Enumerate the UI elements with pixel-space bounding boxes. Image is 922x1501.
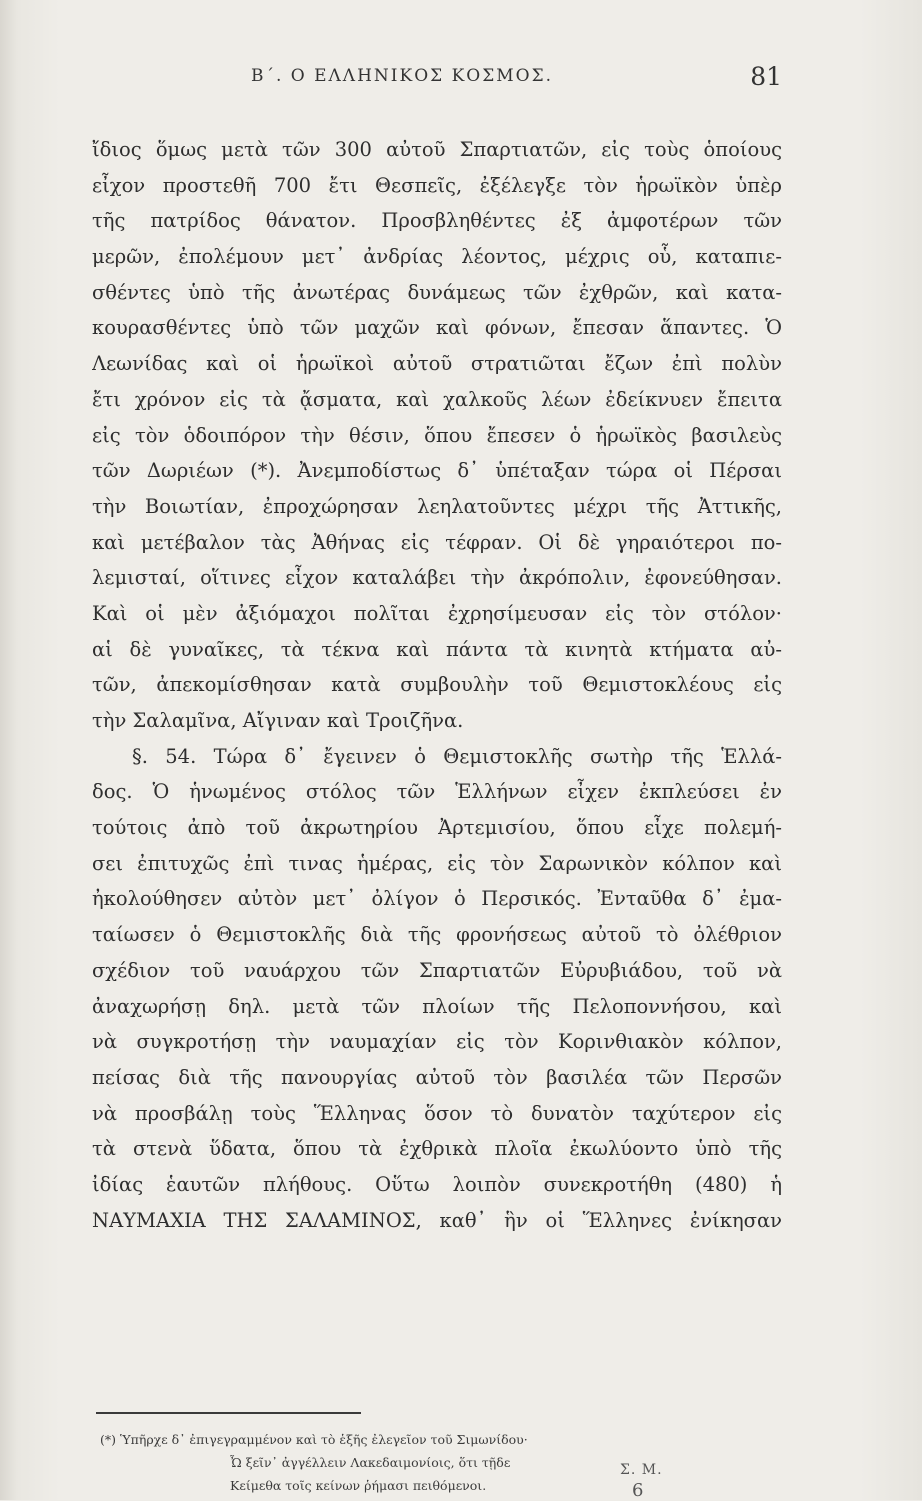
text-line: τὰ στενὰ ὕδατα, ὅπου τὰ ἐχθρικὰ πλοῖα ἐκωλύοντο ὑπὸ τῆς xyxy=(92,1137,782,1161)
text-line: ἰδίας ἑαυτῶν πλήθους. Οὕτω λοιπὸν συνεκροτήθη (480) ἡ xyxy=(92,1172,782,1196)
text-line: λεμισταί, οἵτινες εἶχον καταλάβει τὴν ἀκρόπολιν, ἐφονεύθησαν. xyxy=(92,566,782,590)
text-line: τὴν Σαλαμῖνα, Αἴγιναν καὶ Τροιζῆνα. xyxy=(92,709,464,732)
section-heading-line: §. 54. Τώρα δ᾽ ἔγεινεν ὁ Θεμιστοκλῆς σωτὴρ τῆς Ἑλλά- xyxy=(132,744,782,768)
text-line: νὰ συγκροτήσῃ τὴν ναυμαχίαν εἰς τὸν Κορινθιακὸν κόλπον, xyxy=(92,1030,782,1054)
text-line: καὶ μετέβαλον τὰς Ἀθήνας εἰς τέφραν. Οἱ δὲ γηραιότεροι πο- xyxy=(92,530,782,554)
text-line: τῶν Δωριέων (*). Ἀνεμποδίστως δ᾽ ὑπέταξαν τώρα οἱ Πέρσαι xyxy=(92,459,782,483)
text-line: ἠκολούθησεν αὐτὸν μετ᾽ ὀλίγον ὁ Περσικός. Ἐνταῦθα δ᾽ ἐμα- xyxy=(92,887,782,911)
text-line: δος. Ὁ ἡνωμένος στόλος τῶν Ἑλλήνων εἶχεν ἐκπλεύσει ἐν xyxy=(92,780,782,804)
body-text xyxy=(92,132,782,1238)
text-line: μερῶν, ἐπολέμουν μετ᾽ ἀνδρίας λέοντος, μέχρις οὗ, καταπιε- xyxy=(92,245,782,269)
text-line: ἀναχωρήσῃ δηλ. μετὰ τῶν πλοίων τῆς Πελοποννήσου, καὶ xyxy=(92,994,782,1018)
printer-signature: Σ. Μ. xyxy=(620,1462,663,1478)
text-line: Καὶ οἱ μὲν ἀξιόμαχοι πολῖται ἐχρησίμευσαν εἰς τὸν στόλον· xyxy=(92,601,782,625)
text-line: σει ἐπιτυχῶς ἐπὶ τινας ἡμέρας, εἰς τὸν Σαρωνικὸν κόλπον καὶ xyxy=(92,851,782,875)
text-line: κουρασθέντες ὑπὸ τῶν μαχῶν καὶ φόνων, ἔπεσαν ἅπαντες. Ὁ xyxy=(92,316,782,340)
text-line: ἴδιος ὅμως μετὰ τῶν 300 αὐτοῦ Σπαρτιατῶν, εἰς τοὺς ὁποίους xyxy=(92,138,782,161)
text-line: σθέντες ὑπὸ τῆς ἀνωτέρας δυνάμεως τῶν ἐχθρῶν, καὶ κατα- xyxy=(92,280,782,304)
text-line: πείσας διὰ τῆς πανουργίας αὐτοῦ τὸν βασιλέα τῶν Περσῶν xyxy=(92,1065,782,1089)
text-line: ταίωσεν ὁ Θεμιστοκλῆς διὰ τῆς φρονήσεως αὐτοῦ τὸ ὀλέθριον xyxy=(92,923,782,947)
page-header xyxy=(92,62,782,102)
text-line: σχέδιον τοῦ ναυάρχου τῶν Σπαρτιατῶν Εὐρυβιάδου, τοῦ νὰ xyxy=(92,958,782,982)
text-line: τούτοις ἀπὸ τοῦ ἀκρωτηρίου Ἀρτεμισίου, ὅπου εἶχε πολεμή- xyxy=(92,816,782,840)
text-line: εἰς τὸν ὁδοιπόρον τὴν θέσιν, ὅπου ἔπεσεν ὁ ἡρωϊκὸς βασιλεὺς xyxy=(92,423,782,447)
running-head: Β΄. Ο ΕΛΛΗΝΙΚΟΣ ΚΟΣΜΟΣ. xyxy=(250,66,553,86)
footnote-verse-line: Κείμεθα τοῖς κείνων ῥήμασι πειθόμενοι. xyxy=(230,1478,487,1493)
text-line: Λεωνίδας καὶ οἱ ἡρωϊκοὶ αὐτοῦ στρατιῶται ἔζων ἐπὶ πολὺν xyxy=(92,352,782,376)
text-line: νὰ προσβάλῃ τοὺς Ἕλληνας ὅσον τὸ δυνατὸν ταχύτερον εἰς xyxy=(92,1101,782,1125)
page-number: 81 xyxy=(750,62,782,91)
footnote-rule xyxy=(96,1412,361,1414)
text-line: αἱ δὲ γυναῖκες, τὰ τέκνα καὶ πάντα τὰ κινητὰ κτήματα αὐ- xyxy=(92,637,782,661)
text-line: ΝΑΥΜΑΧΙΑ ΤΗΣ ΣΑΛΑΜΙΝΟΣ, καθ᾽ ἣν οἱ Ἕλληνες ἐνίκησαν xyxy=(92,1208,782,1232)
footnote-verse-line: Ὦ ξεῖν᾽ ἀγγέλλειν Λακεδαιμονίοις, ὅτι τῇδε xyxy=(230,1455,511,1470)
signature-number: 6 xyxy=(632,1480,644,1501)
text-line: τὴν Βοιωτίαν, ἐπροχώρησαν λεηλατοῦντες μέχρι τῆς Ἀττικῆς, xyxy=(92,494,782,518)
text-line: τῆς πατρίδος θάνατον. Προσβληθέντες ἐξ ἀμφοτέρων τῶν xyxy=(92,209,782,233)
text-line: τῶν, ἀπεκομίσθησαν κατὰ συμβουλὴν τοῦ Θεμιστοκλέους εἰς xyxy=(92,673,782,697)
text-line: εἶχον προστεθῆ 700 ἔτι Θεσπεῖς, ἐξέλεγξε τὸν ἡρωϊκὸν ὑπὲρ xyxy=(92,173,782,197)
text-line: ἔτι χρόνον εἰς τὰ ᾄσματα, καὶ χαλκοῦς λέων ἐδείκνυεν ἔπειτα xyxy=(92,387,782,411)
footnote-line: (*) Ὑπῆρχε δ᾽ ἐπιγεγραμμένον καὶ τὸ ἑξῆς ἐλεγεῖον τοῦ Σιμωνίδου· xyxy=(100,1432,528,1447)
